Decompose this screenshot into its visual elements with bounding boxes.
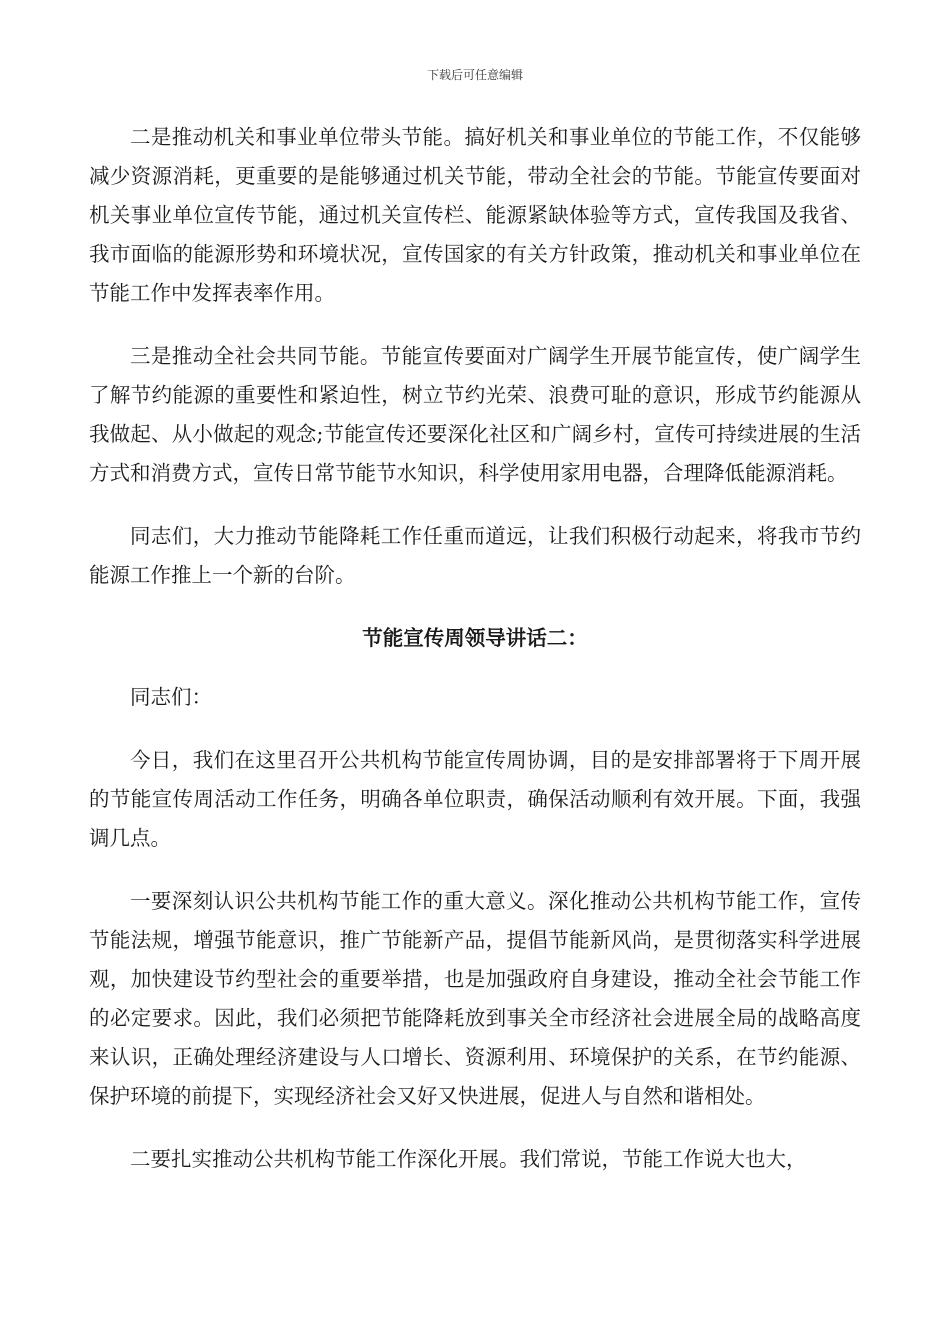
paragraph: 今日，我们在这里召开公共机构节能宣传周协调，目的是安排部署将于下周开展的节能宣传周活动工作任务，明确各单位职责，确保活动顺利有效开展。下面，我强调几点。 xyxy=(89,748,861,850)
paragraph: 一要深刻认识公共机构节能工作的重大意义。深化推动公共机构节能工作，宣传节能法规，增强节能意识，推广节能新产品，提倡节能新风尚，是贯彻落实科学进展观，加快建设节约型社会的重要举措，也是加强政府自身建设，推动全社会节能工作的必定要求。因此，我们必须把节能降耗放到事关全市经济社会进展全局的战略高度来认识，正确处理经济建设与人口增长、资源利用、环境保护的关系，在节约能源、保护环境的前提下，实现经济社会又好又快进展，促进人与自然和谐相处。 xyxy=(89,889,861,1108)
paragraph: 二是推动机关和事业单位带头节能。搞好机关和事业单位的节能工作，不仅能够减少资源消耗，更重要的是能够通过机关节能，带动全社会的节能。节能宣传要面对机关事业单位宣传节能，通过机关宣传栏、能源紧缺体验等方式，宣传我国及我省、我市面临的能源形势和环境状况，宣传国家的有关方针政策，推动机关和事业单位在节能工作中发挥表率作用。 xyxy=(89,125,861,305)
section-title: 节能宣传周领导讲话二： xyxy=(362,626,588,650)
document-body xyxy=(89,118,861,1203)
page-header: 下载后可任意编辑 xyxy=(426,68,523,82)
paragraph: 同志们，大力推动节能降耗工作任重而道远，让我们积极行动起来，将我市节约能源工作推上一个新的台阶。 xyxy=(89,524,861,587)
salutation: 同志们： xyxy=(130,685,212,709)
paragraph: 二要扎实推动公共机构节能工作深化开展。我们常说，节能工作说大也大， xyxy=(130,1147,807,1171)
paragraph: 三是推动全社会共同节能。节能宣传要面对广阔学生开展节能宣传，使广阔学生了解节约能源的重要性和紧迫性，树立节约光荣、浪费可耻的意识，形成节约能源从我做起、从小做起的观念;节能宣传还要深化社区和广阔乡村，宣传可持续进展的生活方式和消费方式，宣传日常节能节水知识，科学使用家用电器，合理降低能源消耗。 xyxy=(89,344,861,485)
